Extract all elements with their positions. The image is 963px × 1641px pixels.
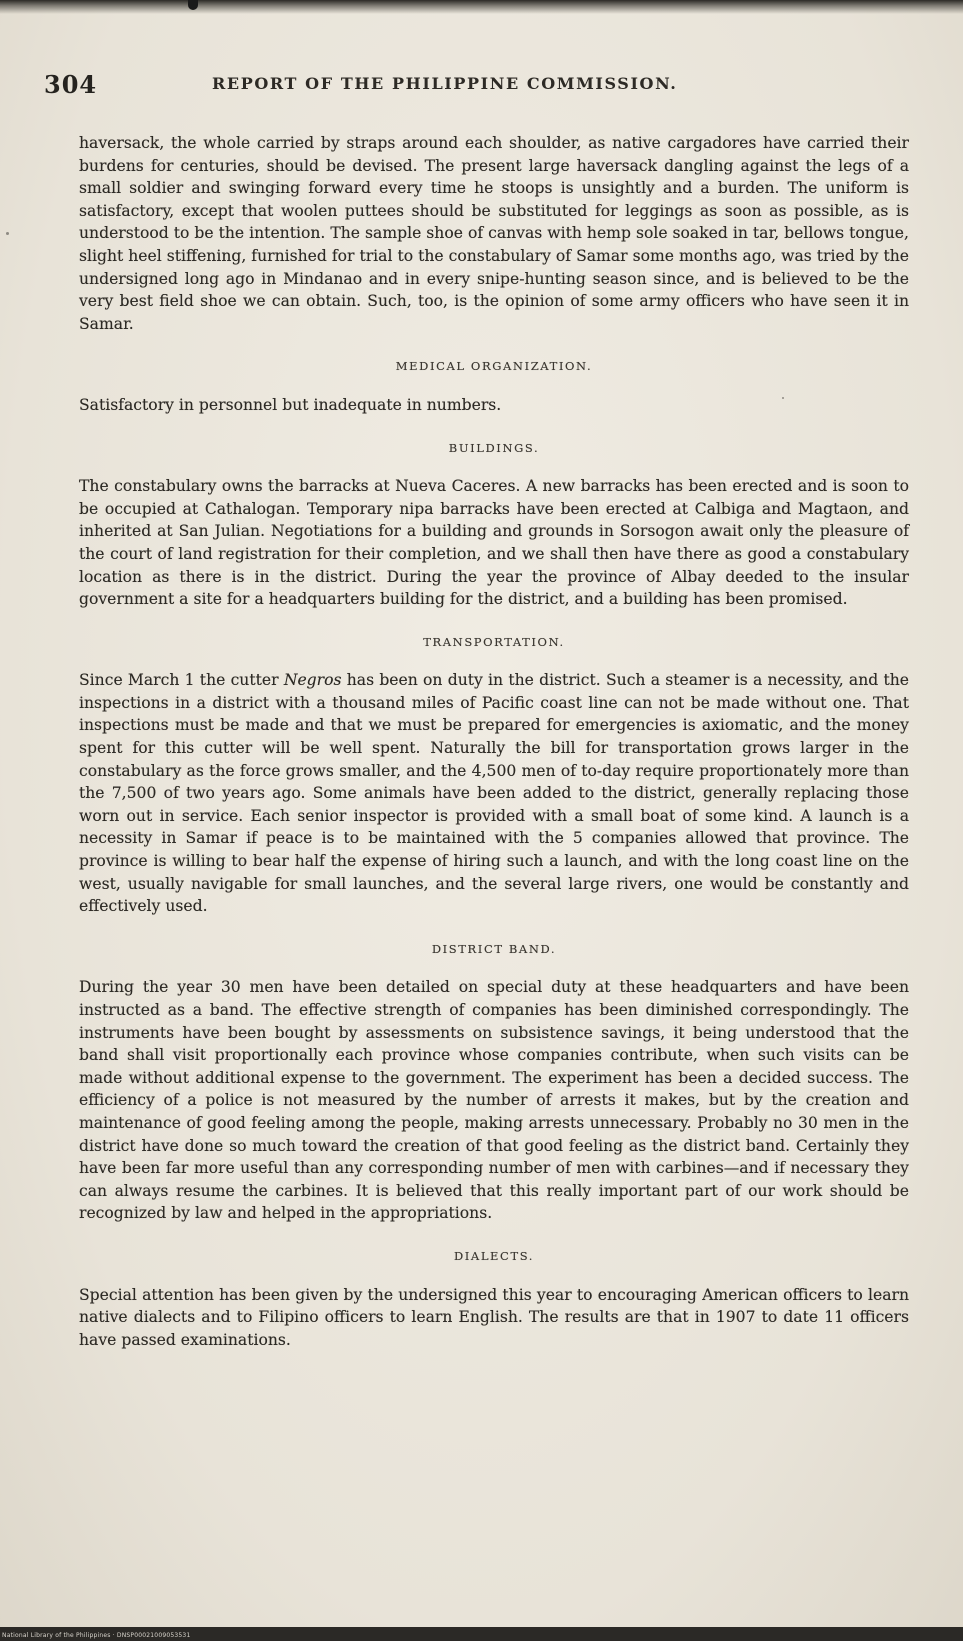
intro-paragraph: haversack, the whole carried by straps around each shoulder, as native cargadores have carried their burdens for centuries, should be devised. The present large haversack dangling against the legs of a small soldier and swinging forward every time he stoops is unsightly and a burden. The uniform is satisfactory, except that woolen puttees should be substituted for leggings as soon as possible, as is understood to be the intention. The sample shoe of canvas with hemp sole soaked in tar, bellows tongue, slight heel stiffening, furnished for trial to the constabulary of Samar some months ago, was tried by the undersigned long ago in Mindanao and in every snipe-hunting season since, and is believed to be the very best field shoe we can obtain. Such, too, is the opinion of some army officers who have seen it in Samar. bbox=[79, 134, 909, 333]
medical-heading: MEDICAL ORGANIZATION. bbox=[395, 359, 593, 374]
scan-artifact-mark bbox=[188, 0, 198, 10]
page-body bbox=[79, 132, 909, 1351]
page-number: 304 bbox=[44, 70, 98, 99]
scan-top-edge bbox=[0, 0, 963, 14]
running-head: REPORT OF THE PHILIPPINE COMMISSION. bbox=[212, 74, 678, 93]
medical-paragraph: Satisfactory in personnel but inadequate in numbers. bbox=[79, 395, 502, 414]
transportation-paragraph bbox=[79, 669, 909, 918]
scan-footer-strip bbox=[0, 1627, 963, 1641]
page-header bbox=[44, 70, 914, 104]
dialects-heading: DIALECTS. bbox=[453, 1248, 535, 1263]
dialects-paragraph: Special attention has been given by the undersigned this year to encouraging American officers to learn native dialects and to Filipino officers to learn English. The results are that in 1907 to date 11 officers have passed examinations. bbox=[79, 1285, 909, 1349]
transportation-heading: TRANSPORTATION. bbox=[423, 634, 565, 649]
scan-source-label: National Library of the Philippines · DNSP00021009053531 bbox=[2, 1632, 191, 1639]
buildings-paragraph: The constabulary owns the barracks at Nueva Caceres. A new barracks has been erected and is soon to be occupied at Cathalogan. Temporary nipa barracks have been erected at Calbiga and Magtaon, and inherited at San Julian. Negotiations for a building and grounds in Sorsogon await only the pleasure of the court of land registration for their completion, and we shall then have there as good a constabulary location as there is in the district. During the year the province of Albay deeded to the insular government a site for a headquarters building for the district, and a building has been promised. bbox=[79, 477, 909, 609]
scan-speck bbox=[6, 232, 9, 235]
vessel-name: Negros bbox=[283, 671, 342, 690]
district-band-heading: DISTRICT BAND. bbox=[431, 941, 557, 956]
transportation-text-end: has been on duty in the district. Such a steamer is a necessity, and the inspections in a district with a thousand miles of Pacific coast line can not be made without one. That inspections must be made and that we must be prepared for emergencies is axiomatic, and the money spent for this cutter will be well spent. Naturally the bill for transportation grows larger in the constabulary as the force grows smaller, and the 4,500 men of to-day require proportionately more than the 7,500 of two years ago. Some animals have been added to the district, generally replacing those worn out in service. Each senior inspector is provided with a small boat of some kind. A launch is a necessity in Samar if peace is to be maintained with the 5 companies allowed that province. The province is willing to bear half the expense of hiring such a launch, and with the long coast line on the west, usually navigable for small launches, and the several large rivers, one would be constantly and effectively used. bbox=[79, 671, 910, 916]
scan-speck bbox=[782, 397, 784, 399]
district-band-paragraph: During the year 30 men have been detailed on special duty at these headquarters and have been instructed as a band. The effective strength of companies has been diminished correspondingly. The instruments have been bought by assessments on subsistence savings, it being understood that the band shall visit proportionally each province whose companies contribute, when such visits can be made without additional expense to the government. The experiment has been a decided success. The efficiency of a police is not measured by the number of arrests it makes, but by the creation and maintenance of good feeling among the people, making arrests unnecessary. Probably no 30 men in the district have done so much toward the creation of that good feeling as the district band. Certainly they have been far more useful than any corresponding number of men with carbines—and if necessary they can always resume the carbines. It is believed that this really important part of our work should be recognized by law and helped in the appropriations. bbox=[79, 978, 909, 1223]
transportation-text-start: Since March 1 the cutter bbox=[79, 671, 284, 690]
buildings-heading: BUILDINGS. bbox=[448, 440, 540, 455]
